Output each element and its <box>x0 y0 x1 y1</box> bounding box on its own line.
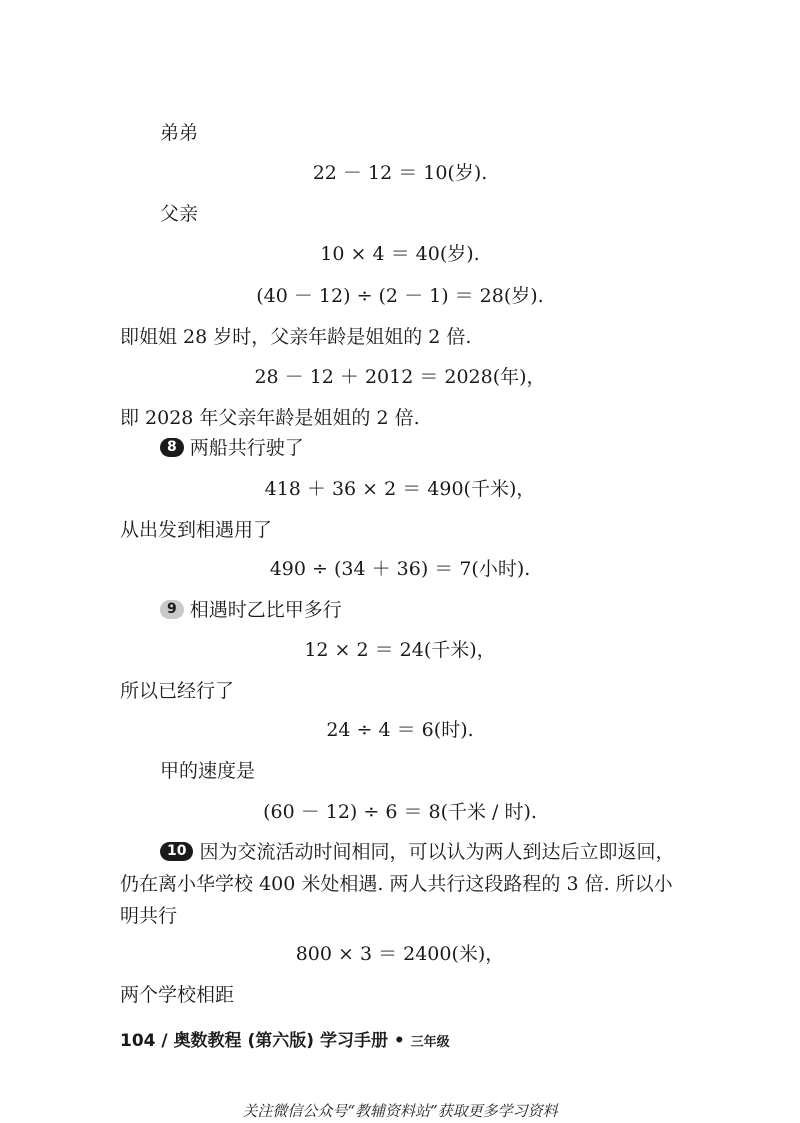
problem-number-badge: 9 <box>160 600 184 619</box>
page-footer <box>120 1026 450 1051</box>
problem-text: 两船共行驶了 <box>189 437 304 459</box>
equation-line: 800 × 3 ＝ 2400(米)， <box>295 943 505 965</box>
grade-label: 三年级 <box>410 1035 450 1050</box>
equation-line: 10 × 4 ＝ 40(岁). <box>320 243 480 265</box>
equation-line: 22 － 12 ＝ 10(岁). <box>312 162 488 184</box>
text-line: 甲的速度是 <box>160 760 256 782</box>
problem-8-header <box>160 435 304 461</box>
watermark-text: 关注微信公众号“教辅资料站”获取更多学习资料 <box>242 1102 558 1120</box>
problem-number-badge: 10 <box>160 842 193 861</box>
equation-line: 418 ＋ 36 × 2 ＝ 490(千米)， <box>264 478 536 500</box>
equation-line: 12 × 2 ＝ 24(千米)， <box>304 639 496 661</box>
equation-line: (40 － 12) ÷ (2 － 1) ＝ 28(岁). <box>256 285 544 307</box>
text-line: 明共行 <box>120 905 178 927</box>
text-line-father: 父亲 <box>160 203 199 225</box>
equation-line: 28 － 12 ＋ 2012 ＝ 2028(年)， <box>254 366 546 388</box>
text-line: 从出发到相遇用了 <box>120 519 273 541</box>
book-title: 奥数教程 (第六版) 学习手册 • <box>173 1031 405 1051</box>
equation-line: 490 ÷ (34 ＋ 36) ＝ 7(小时). <box>269 558 531 580</box>
text-line: 两个学校相距 <box>120 984 235 1006</box>
problem-text: 相遇时乙比甲多行 <box>189 599 342 621</box>
problem-number-badge: 8 <box>160 438 184 457</box>
text-line: 即 2028 年父亲年龄是姐姐的 2 倍. <box>120 407 420 429</box>
problem-10-header <box>160 839 675 865</box>
text-line: 即姐姐 28 岁时，父亲年龄是姐姐的 2 倍. <box>120 326 472 348</box>
equation-line: (60 － 12) ÷ 6 ＝ 8(千米 / 时). <box>263 801 537 823</box>
problem-9-header <box>160 597 342 623</box>
text-line: 仍在离小华学校 400 米处相遇. 两人共行这段路程的 3 倍. 所以小 <box>120 873 673 895</box>
equation-line: 24 ÷ 4 ＝ 6(时). <box>326 719 474 741</box>
problem-text: 因为交流活动时间相同，可以认为两人到达后立即返回， <box>199 841 675 863</box>
text-line: 所以已经行了 <box>120 680 235 702</box>
text-line-younger-brother: 弟弟 <box>160 122 199 144</box>
page-number: 104 <box>120 1031 156 1051</box>
footer-separator: / <box>161 1031 168 1051</box>
